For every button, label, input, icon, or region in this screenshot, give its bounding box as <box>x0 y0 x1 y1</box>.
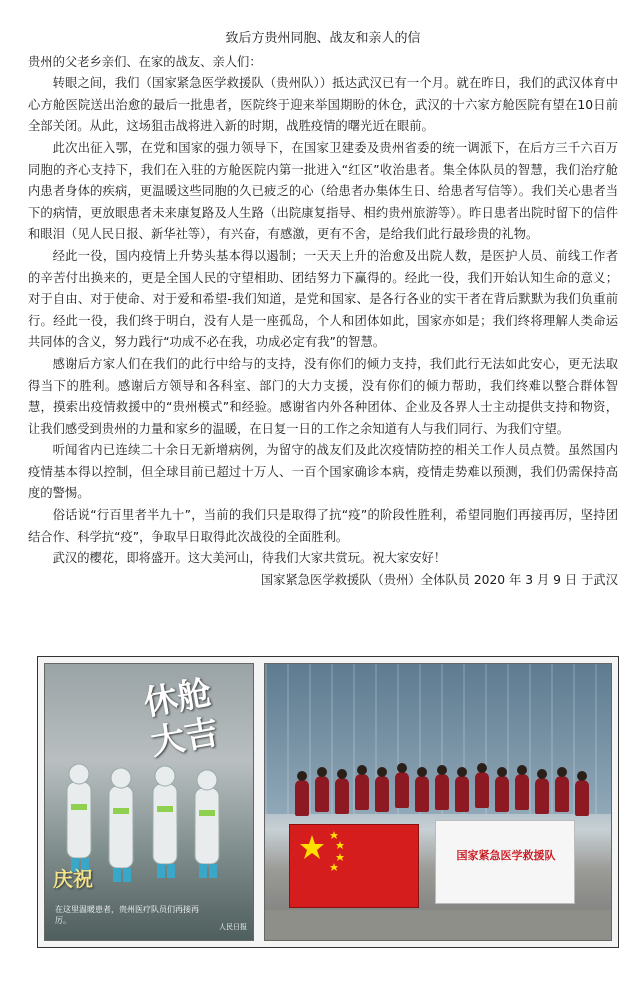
national-flag <box>289 824 419 908</box>
letter <box>28 28 618 591</box>
letter-title: 致后方贵州同胞、战友和亲人的信 <box>225 31 421 46</box>
poster-subtitle: 庆祝 <box>53 867 93 891</box>
team-members <box>285 756 595 826</box>
banner-text: 国家紧急医学救援队 <box>456 849 556 862</box>
letter-signature: 国家紧急医学救援队（贵州）全体队员 2020 年 3 月 9 日 于武汉 <box>260 572 618 587</box>
letter-salutation: 贵州的父老乡亲们、在家的战友、亲人们： <box>28 54 262 69</box>
letter-paragraph: 转眼之间，我们（国家紧急医学救援队（贵州队））抵达武汉已有一个月。就在昨日，我们的武汉体育中心方舱医院送出治愈的最后一批患者，医院终于迎来举国期盼的休仓，武汉的十六家方舱医院有望在10日前全部关闭。从此，这场狙击战将进入新的时期，战胜疫情的曙光近在眼前。 <box>28 76 618 134</box>
photo-panel <box>37 656 619 948</box>
poster-logo: 人民日报 <box>219 923 247 931</box>
celebration-poster <box>44 663 254 941</box>
poster-title: 休舱大吉 <box>140 672 222 764</box>
ground <box>265 910 611 940</box>
flag-stars-icon <box>290 825 418 907</box>
letter-paragraph: 感谢后方家人们在我们的此行中给与的支持，没有你们的倾力支持，我们此行无法如此安心，更无法取得当下的胜利。感谢后方领导和各科室、部门的大力支援，没有你们的倾力帮助，我们终难以整合群体智慧，摸索出疫情救援中的“贵州模式”和经验。感谢省内外各种团体、企业及各界人士主动提供支持和物资，让我们感受到贵州的力量和家乡的温暖，在日复一日的工作之余知道有人与我们同行、为我们守望。 <box>28 356 618 436</box>
letter-paragraph: 俗话说“行百里者半九十”，当前的我们只是取得了抗“疫”的阶段性胜利，希望同胞们再接再厉，坚持团结合作、科学抗“疫”，争取早日取得此次战役的全面胜利。 <box>28 508 618 544</box>
team-banner <box>435 820 575 904</box>
letter-paragraph: 经此一役，国内疫情上升势头基本得以遏制；一天天上升的治愈及出院人数，是医护人员、前线工作者的辛苦付出换来的，更是全国人民的守望相助、团结努力下赢得的。经此一役，我们开始认知生命的意义；对于自由、对于使命、对于爱和希望-我们知道，是党和国家、是各行各业的实干者在背后默默为我们负重前行。经此一役，我们终于明白，没有人是一座孤岛，个人和团体如此，国家亦如是；我们终将理解人类命运共同体的含义，努力践行“功成不必在我，功成必定有我”的智慧。 <box>28 248 618 350</box>
letter-paragraph: 听闻省内已连续二十余日无新增病例，为留守的战友们及此次疫情防控的相关工作人员点赞。虽然国内疫情基本得以控制，但全球目前已超过十万人、一百个国家确诊本病，疫情走势难以预测，我们仍需保持高度的警惕。 <box>28 443 618 501</box>
poster-caption: 在这里温暖患者，贵州医疗队员们再接再厉。 <box>55 905 199 925</box>
letter-paragraph: 此次出征入鄂，在党和国家的强力领导下，在国家卫建委及贵州省委的统一调派下，在后方三千六百万同胞的齐心支持下，我们在入驻的方舱医院内第一批进入“红区”收治患者。集全体队员的智慧，我们治疗舱内患者身体的疾病，更温暖这些同胞的久已疲乏的心（给患者办集体生日、给患者写信等）。我们关心患者当下的病情，更放眼患者未来康复路及人生路（出院康复指导、相约贵州旅游等）。昨日患者出院时留下的信件和眼泪（见人民日报、新华社等），有兴奋，有感激，更有不舍，是给我们此行最珍贵的礼物。 <box>28 140 618 242</box>
letter-paragraph: 武汉的樱花，即将盛开。这大美河山，待我们大家共赏玩。祝大家安好！ <box>52 551 447 566</box>
team-group-photo <box>264 663 612 941</box>
